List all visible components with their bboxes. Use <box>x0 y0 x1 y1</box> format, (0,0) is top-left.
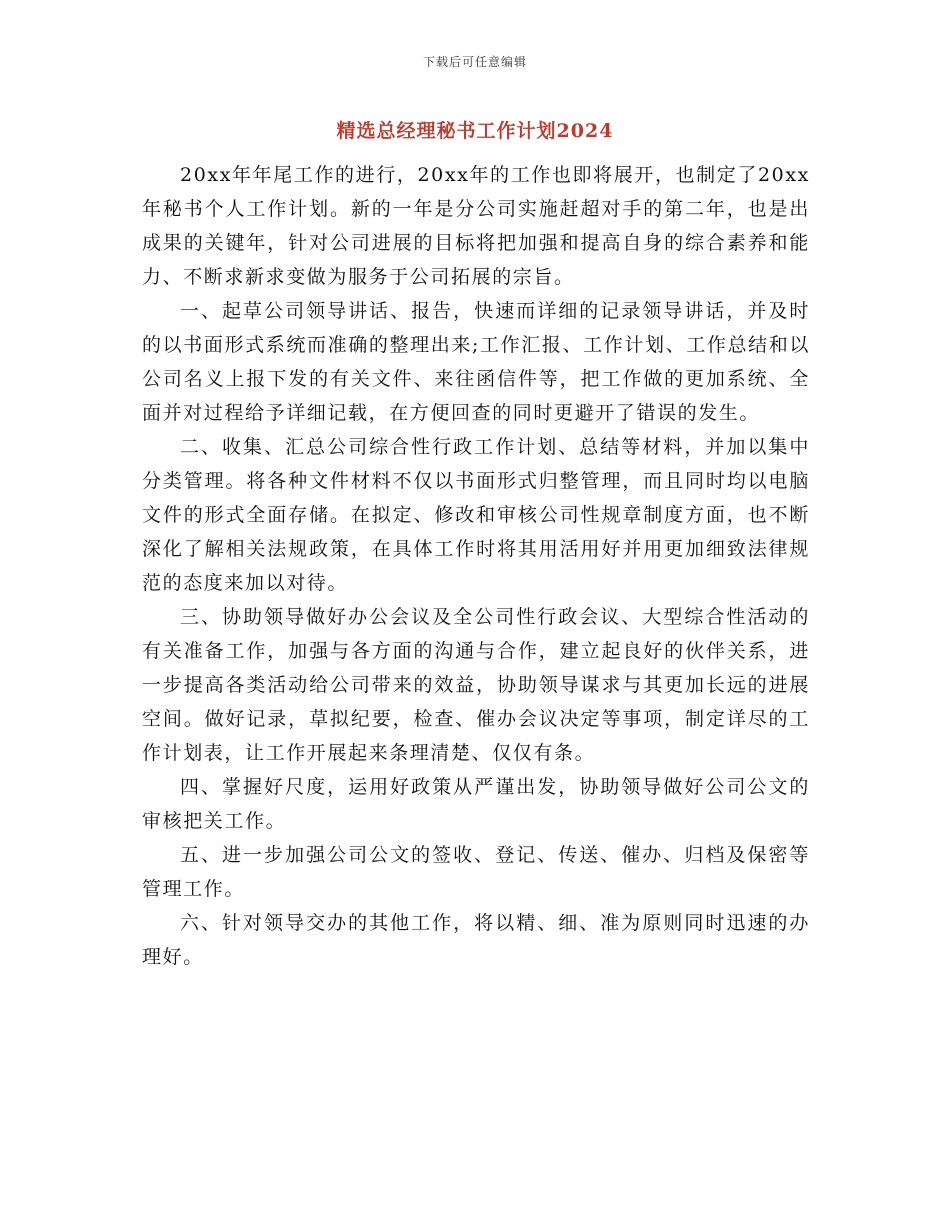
paragraph-item-3: 三、协助领导做好办公会议及全公司性行政会议、大型综合性活动的有关准备工作，加强与各方面的沟通与合作，建立起良好的伙伴关系，进一步提高各类活动给公司带来的效益，协助领导谋求与其更加长远的进展空间。做好记录，草拟纪要，检查、催办会议决定等事项，制定详尽的工作计划表，让工作开展起来条理清楚、仅仅有条。 <box>142 606 810 764</box>
paragraph-item-5: 五、进一步加强公司公文的签收、登记、传送、催办、归档及保密等管理工作。 <box>142 844 810 900</box>
paragraph-item-6: 六、针对领导交办的其他工作，将以精、细、准为原则同时迅速的办理好。 <box>142 912 810 968</box>
header-note: 下载后可任意编辑 <box>422 55 527 69</box>
paragraph-item-2: 二、收集、汇总公司综合性行政工作计划、总结等材料，并加以集中分类管理。将各种文件材料不仅以书面形式归整管理，而且同时均以电脑文件的形式全面存储。在拟定、修改和审核公司性规章制度方面，也不断深化了解相关法规政策，在具体工作时将其用活用好并用更加细致法律规范的态度来加以对待。 <box>142 436 810 594</box>
document-title: 精选总经理秘书工作计划2024 <box>336 120 614 142</box>
paragraph-item-1: 一、起草公司领导讲话、报告，快速而详细的记录领导讲话，并及时的以书面形式系统而准确的整理出来;工作汇报、工作计划、工作总结和以公司名义上报下发的有关文件、来往函信件等，把工作做的更加系统、全面并对过程给予详细记载，在方便回查的同时更避开了错误的发生。 <box>142 300 810 424</box>
document-body <box>142 158 810 974</box>
paragraph-item-4: 四、掌握好尺度，运用好政策从严谨出发，协助领导做好公司公文的审核把关工作。 <box>142 776 810 832</box>
paragraph-intro: 20xx年年尾工作的进行，20xx年的工作也即将展开，也制定了20xx年秘书个人工作计划。新的一年是分公司实施赶超对手的第二年，也是出成果的关键年，针对公司进展的目标将把加强和提高自身的综合素养和能力、不断求新求变做为服务于公司拓展的宗旨。 <box>142 164 810 288</box>
